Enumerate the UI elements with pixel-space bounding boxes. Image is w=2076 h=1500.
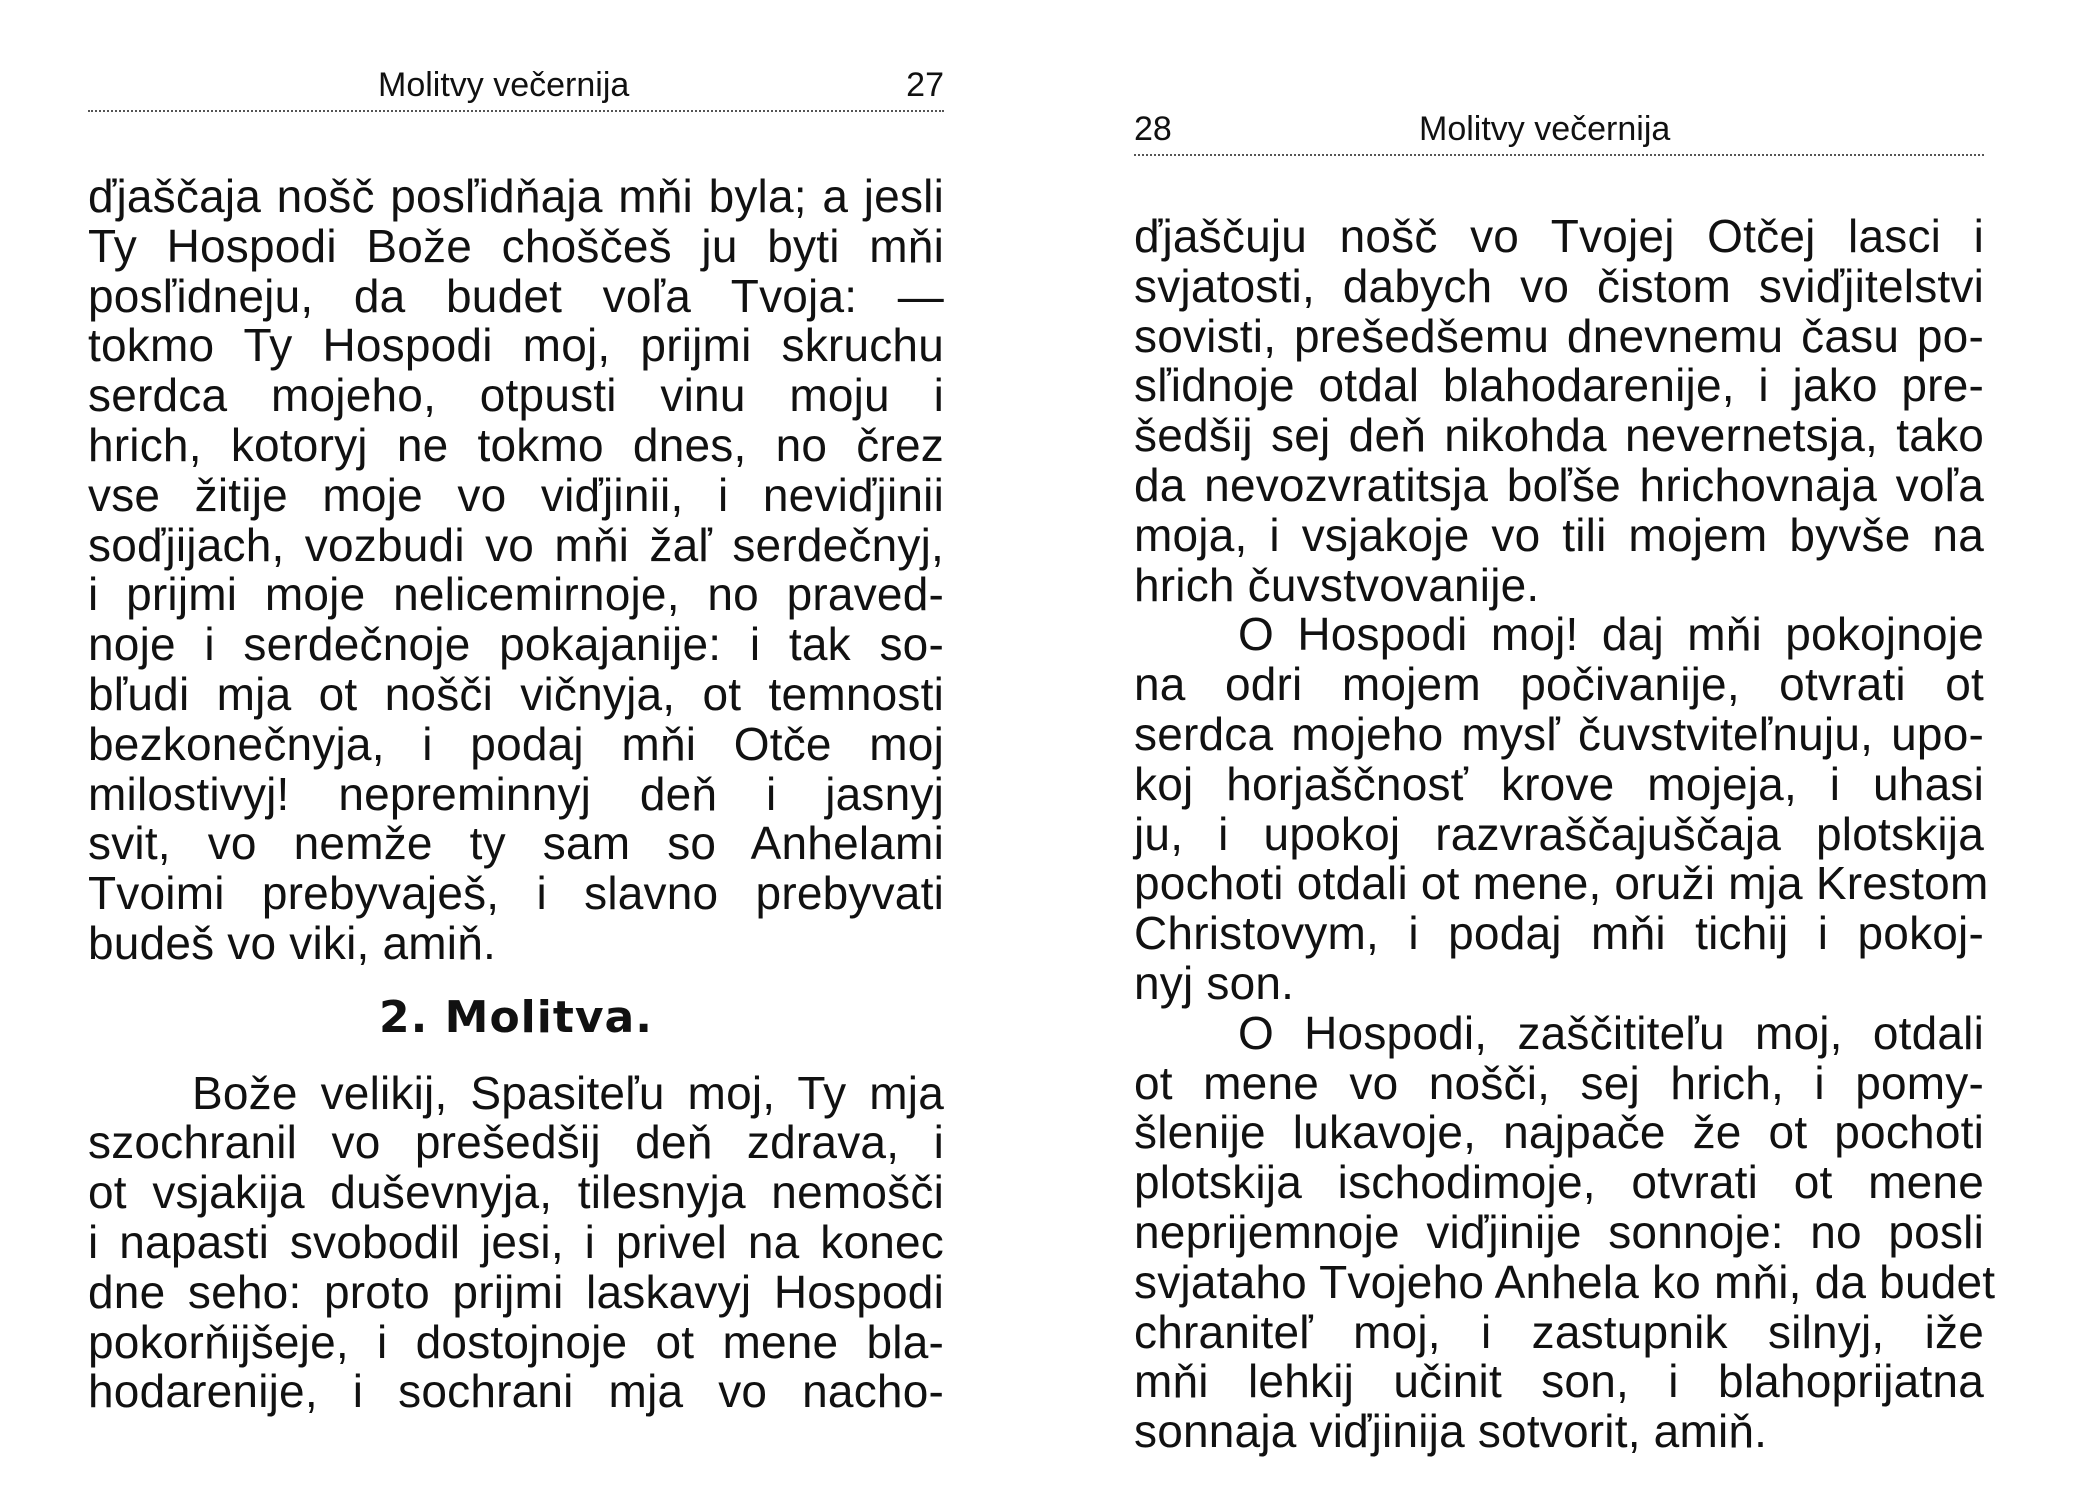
text-line: mňi lehkij učinit son, i blahoprijatna xyxy=(1134,1355,1984,1408)
text-line: soďjijach, vozbudi vo mňi žaľ serdečnyj, xyxy=(88,518,944,571)
text-line: šedšij sej deň nikohda nevernetsja, tako xyxy=(1134,409,1984,462)
text-line: bezkonečnyja, i podaj mňi Otče moj xyxy=(88,717,944,770)
left-page xyxy=(88,0,944,1500)
text-line: hrich čuvstvovanije. xyxy=(1134,558,1540,611)
text-line: koj horjaščnosť krove mojeja, i uhasi xyxy=(1134,757,1984,810)
text-line: ďjaščuju nošč vo Tvojej Otčej lasci i xyxy=(1134,210,1984,262)
left-running-head xyxy=(88,60,944,112)
text-line: plotskija ischodimoje, otvrati ot mene xyxy=(1134,1156,1984,1209)
text-line: O Hospodi, zaščititeľu moj, otdali xyxy=(1238,1006,1984,1059)
text-line: svjataho Tvojeho Anhela ko mňi, da budet xyxy=(1134,1255,1996,1308)
text-line: Bože velikij, Spasiteľu moj, Ty mja xyxy=(192,1066,944,1119)
text-line: serdca mojeho mysľ čuvstviteľnuju, upo- xyxy=(1134,707,1984,760)
text-line: svit, vo nemže ty sam so Anhelami xyxy=(88,817,944,870)
text-line: serdca mojeho, otpusti vinu moju i xyxy=(88,369,944,422)
text-line: hodarenije, i sochrani mja vo nacho- xyxy=(88,1365,944,1418)
text-line: Tvoimi prebyvaješ, i slavno prebyvati xyxy=(88,867,944,920)
right-page xyxy=(1134,0,1996,1500)
text-line: pochoti otdali ot mene, oruži mja Krestom xyxy=(1134,857,1989,910)
right-running-head xyxy=(1134,104,1984,156)
text-line: na odri mojem počivanije, otvrati ot xyxy=(1134,658,1984,711)
text-line: i prijmi moje nelicemirnoje, no praved- xyxy=(88,568,944,621)
right-page-number: 28 xyxy=(1134,110,1172,148)
left-header-title: Molitvy večernija xyxy=(378,66,630,104)
text-line: šlenije lukavoje, najpače že ot pochoti xyxy=(1134,1106,1984,1159)
text-line: bľudi mja ot nošči vičnyja, ot temnosti xyxy=(88,667,944,720)
text-line: Ty Hospodi Bože choščeš ju byti mňi xyxy=(88,219,944,272)
text-line: moja, i vsjakoje vo tili mojem byvše na xyxy=(1134,508,1984,561)
text-line: sonnaja viďjinija sotvorit, amiň. xyxy=(1134,1405,1768,1458)
text-line: noje i serdečnoje pokajanije: i tak so- xyxy=(88,618,944,671)
text-line: ďjaščaja nošč posľidňaja mňi byla; a jesli xyxy=(88,170,944,222)
text-line: hrich, kotoryj ne tokmo dnes, no črez xyxy=(88,418,944,471)
text-line: milostivyj! nepreminnyj deň i jasnyj xyxy=(88,767,944,820)
left-body-text xyxy=(88,172,944,1417)
text-line: tokmo Ty Hospodi moj, prijmi skruchu xyxy=(88,319,944,372)
text-line: posľidneju, da budet voľa Tvoja: — xyxy=(88,269,944,322)
text-line: O Hospodi moj! daj mňi pokojnoje xyxy=(1238,608,1984,661)
text-line: neprijemnoje viďjinije sonnoje: no posli xyxy=(1134,1205,1984,1258)
left-page-number: 27 xyxy=(906,66,944,104)
text-line: sľidnoje otdal blahodarenije, i jako pre- xyxy=(1134,359,1984,412)
text-line: dne seho: proto prijmi laskavyj Hospodi xyxy=(88,1265,944,1318)
text-line: Christovym, i podaj mňi tichij i pokoj- xyxy=(1134,907,1984,960)
text-line: nyj son. xyxy=(1134,956,1295,1009)
text-line: da nevozvratitsja boľše hrichovnaja voľa xyxy=(1134,458,1984,511)
section-heading: 2. Molitva. xyxy=(379,991,653,1043)
text-line: i napasti svobodil jesi, i privel na konec xyxy=(88,1215,944,1268)
text-line: budeš vo viki, amiň. xyxy=(88,916,496,969)
text-line: szochranil vo prešedšij deň zdrava, i xyxy=(88,1116,944,1169)
text-line: chraniteľ moj, i zastupnik silnyj, iže xyxy=(1134,1305,1984,1358)
text-line: ot mene vo nošči, sej hrich, i pomy- xyxy=(1134,1056,1984,1109)
text-line: vse žitije moje vo viďjinii, i neviďjinii xyxy=(88,468,944,521)
text-line: svjatosti, dabych vo čistom sviďjitelstvi xyxy=(1134,259,1984,312)
text-line: ot vsjakija duševnyja, tilesnyja nemošči xyxy=(88,1166,944,1219)
right-body-text xyxy=(1134,210,1996,1458)
text-line: sovisti, prešedšemu dnevnemu času po- xyxy=(1134,309,1984,362)
right-header-title: Molitvy večernija xyxy=(1419,110,1671,148)
text-line: ju, i upokoj razvraščajuščaja plotskija xyxy=(1134,807,1984,860)
text-line: pokorňijšeje, i dostojnoje ot mene bla- xyxy=(88,1315,944,1368)
